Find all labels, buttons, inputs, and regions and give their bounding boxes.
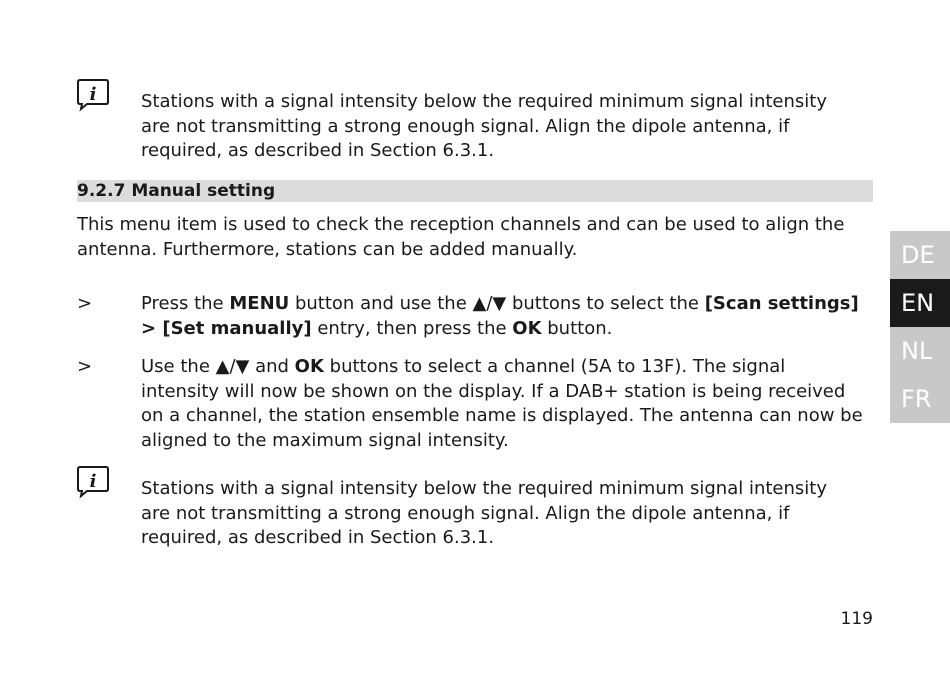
step-marker: >	[77, 293, 93, 314]
language-tab-fr[interactable]: FR	[890, 375, 950, 423]
step-marker: >	[77, 356, 93, 377]
language-tabs	[890, 231, 950, 423]
language-tab-de[interactable]: DE	[890, 231, 950, 279]
language-tab-en[interactable]: EN	[890, 279, 950, 327]
info-note-text: Stations with a signal intensity below the required minimum signal intensity are not transmitting a strong enough signal. Align the dipole antenna, if required, as described in Section 6.3.1.	[141, 478, 827, 548]
info-icon	[76, 78, 110, 112]
section-intro: This menu item is used to check the reception channels and can be used to align the antenna. Furthermore, stations can be added manually.	[77, 214, 845, 260]
section-heading-bar	[77, 180, 873, 202]
language-tab-nl[interactable]: NL	[890, 327, 950, 375]
info-icon	[76, 465, 110, 499]
page-number: 119	[840, 609, 873, 629]
ok-key-label: OK	[294, 356, 324, 377]
menu-key-label: MENU	[229, 293, 290, 314]
step-2-text: Use the ▲/▼ and OK buttons to select a channel (5A to 13F). The signal intensity will now be shown on the display. If a DAB+ station is being received on a channel, the station ensemble name is displayed. The antenna can now be aligned to the maximum signal intensity.	[141, 356, 863, 451]
menu-path-label: [Scan settings] > [Set manually]	[141, 293, 859, 339]
section-title: 9.2.7 Manual setting	[77, 181, 276, 201]
info-note-text: Stations with a signal intensity below the required minimum signal intensity are not transmitting a strong enough signal. Align the dipole antenna, if required, as described in Section 6.3.1.	[141, 91, 827, 161]
ok-key-label: OK	[512, 317, 542, 339]
step-1-text: Press the MENU button and use the ▲/▼ buttons to select the [Scan settings] > [Set manually] entry, then press the OK button.	[141, 293, 859, 339]
svg-text:i: i	[89, 471, 97, 492]
svg-text:i: i	[89, 84, 97, 105]
